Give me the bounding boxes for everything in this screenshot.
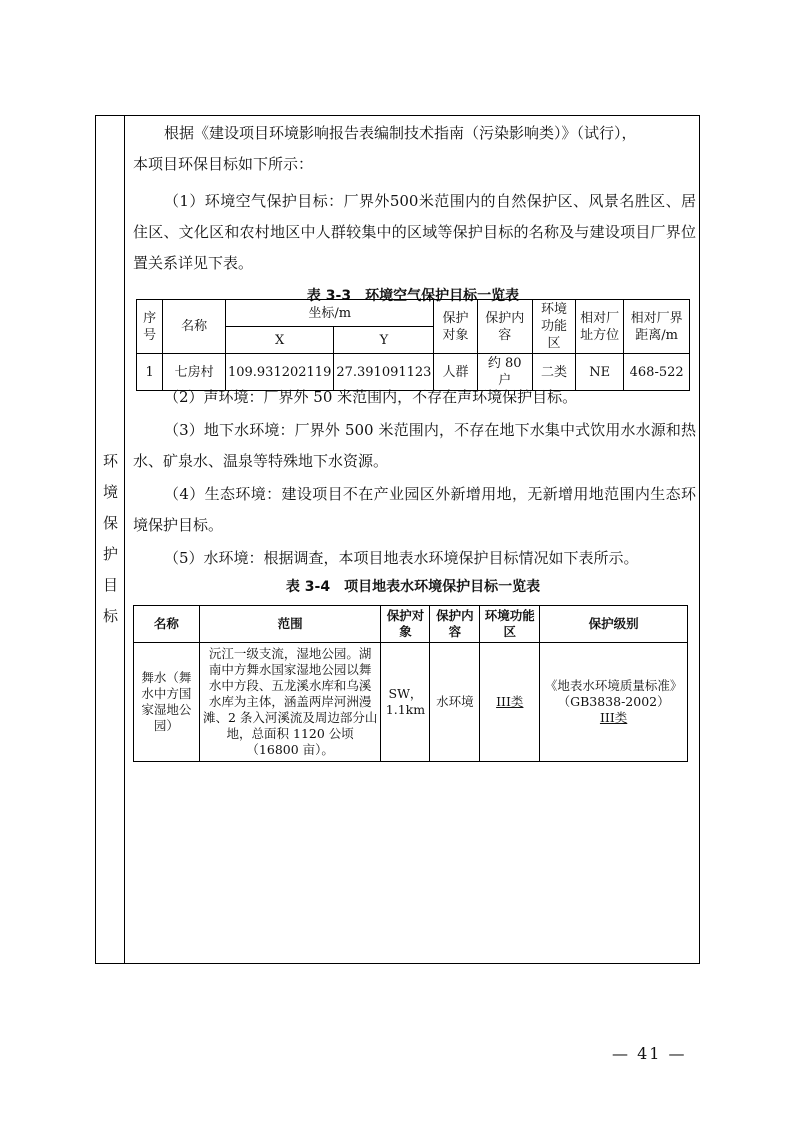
section-label — [96, 446, 125, 632]
air-protection-table — [136, 299, 690, 391]
cell-scope: 沅江一级支流，湿地公园。湖南中方舞水国家湿地公园以舞水中方段、五龙溪水库和乌溪水库为主体，涵盖两岸河洲漫滩、2 条入河溪流及周边部分山地，总面积 1120 公顷（16800 亩）。 — [199, 643, 381, 762]
cell-direction: NE — [576, 354, 624, 391]
cell-name: 舞水（舞水中方国家湿地公园） — [134, 643, 200, 762]
header-name: 名称 — [163, 300, 226, 354]
cell-zone: 二类 — [532, 354, 575, 391]
cell-target: SW，1.1km — [381, 643, 430, 762]
paragraph-groundwater: （3）地下水环境：厂界外 500 米范围内，不存在地下水集中式饮用水水源和热水、矿泉水、温泉等特殊地下水资源。 — [133, 421, 696, 470]
header-seq: 序号 — [137, 300, 163, 354]
cell-level-standard: 《地表水环境质量标准》（GB3838-2002） — [544, 678, 683, 709]
surface-water-table — [133, 605, 688, 762]
header-distance: 相对厂界距离/m — [624, 300, 690, 354]
header-name: 名称 — [134, 606, 200, 643]
table-3-4-caption: 表 3-4 项目地表水环境保护目标一览表 — [285, 579, 541, 595]
cell-level-class: III类 — [599, 710, 628, 725]
intro-line-1: 根据《建设项目环境影响报告表编制技术指南（污染影响类）》（试行）， — [164, 124, 637, 142]
header-coord: 坐标/m — [225, 300, 434, 327]
header-direction: 相对厂址方位 — [576, 300, 624, 354]
header-content: 保护内容 — [430, 606, 480, 643]
section-label-char: 目 — [102, 576, 118, 594]
header-zone: 环境功能区 — [532, 300, 575, 354]
header-content: 保护内容 — [477, 300, 532, 354]
section-label-char: 保 — [102, 514, 118, 532]
header-level: 保护级别 — [540, 606, 688, 643]
paragraph-air: （1）环境空气保护目标：厂界外500米范围内的自然保护区、风景名胜区、居住区、文化区和农村地区中人群较集中的区域等保护目标的名称及与建设项目厂界位置关系详见下表。 — [133, 192, 696, 272]
header-y: Y — [334, 327, 434, 354]
cell-level — [540, 643, 688, 762]
section-label-char: 护 — [102, 545, 118, 563]
section-label-char: 标 — [102, 607, 118, 625]
paragraph-water: （5）水环境：根据调查，本项目地表水环境保护目标情况如下表所示。 — [164, 549, 639, 567]
cell-content: 约 80 户 — [477, 354, 532, 391]
header-target: 保护对象 — [434, 300, 477, 354]
section-label-char: 境 — [102, 483, 118, 501]
cell-y: 27.391091123 — [334, 354, 434, 391]
header-x: X — [225, 327, 333, 354]
page-number: — 41 — — [612, 1044, 687, 1063]
section-content-lower — [126, 382, 700, 600]
header-zone: 环境功能区 — [480, 606, 540, 643]
header-scope: 范围 — [199, 606, 381, 643]
cell-seq: 1 — [137, 354, 163, 391]
page-frame — [95, 115, 700, 964]
paragraph-ecology: （4）生态环境：建设项目不在产业园区外新增用地，无新增用地范围内生态环境保护目标。 — [133, 485, 696, 534]
intro-line-2: 本项目环保目标如下所示： — [133, 155, 314, 173]
paragraph-noise: （2）声环境：厂界外 50 米范围内，不存在声环境保护目标。 — [164, 388, 578, 406]
section-content — [126, 116, 700, 309]
table-3-3-caption: 表 3-3 环境空气保护目标一览表 — [306, 288, 520, 304]
section-label-char: 环 — [102, 452, 118, 470]
section-label-column — [96, 116, 125, 963]
cell-name: 七房村 — [163, 354, 226, 391]
header-target: 保护对象 — [381, 606, 430, 643]
cell-x: 109.931202119 — [225, 354, 333, 391]
cell-zone: III类 — [480, 643, 540, 762]
table-row — [134, 643, 688, 762]
cell-content: 水环境 — [430, 643, 480, 762]
cell-distance: 468-522 — [624, 354, 690, 391]
cell-target: 人群 — [434, 354, 477, 391]
